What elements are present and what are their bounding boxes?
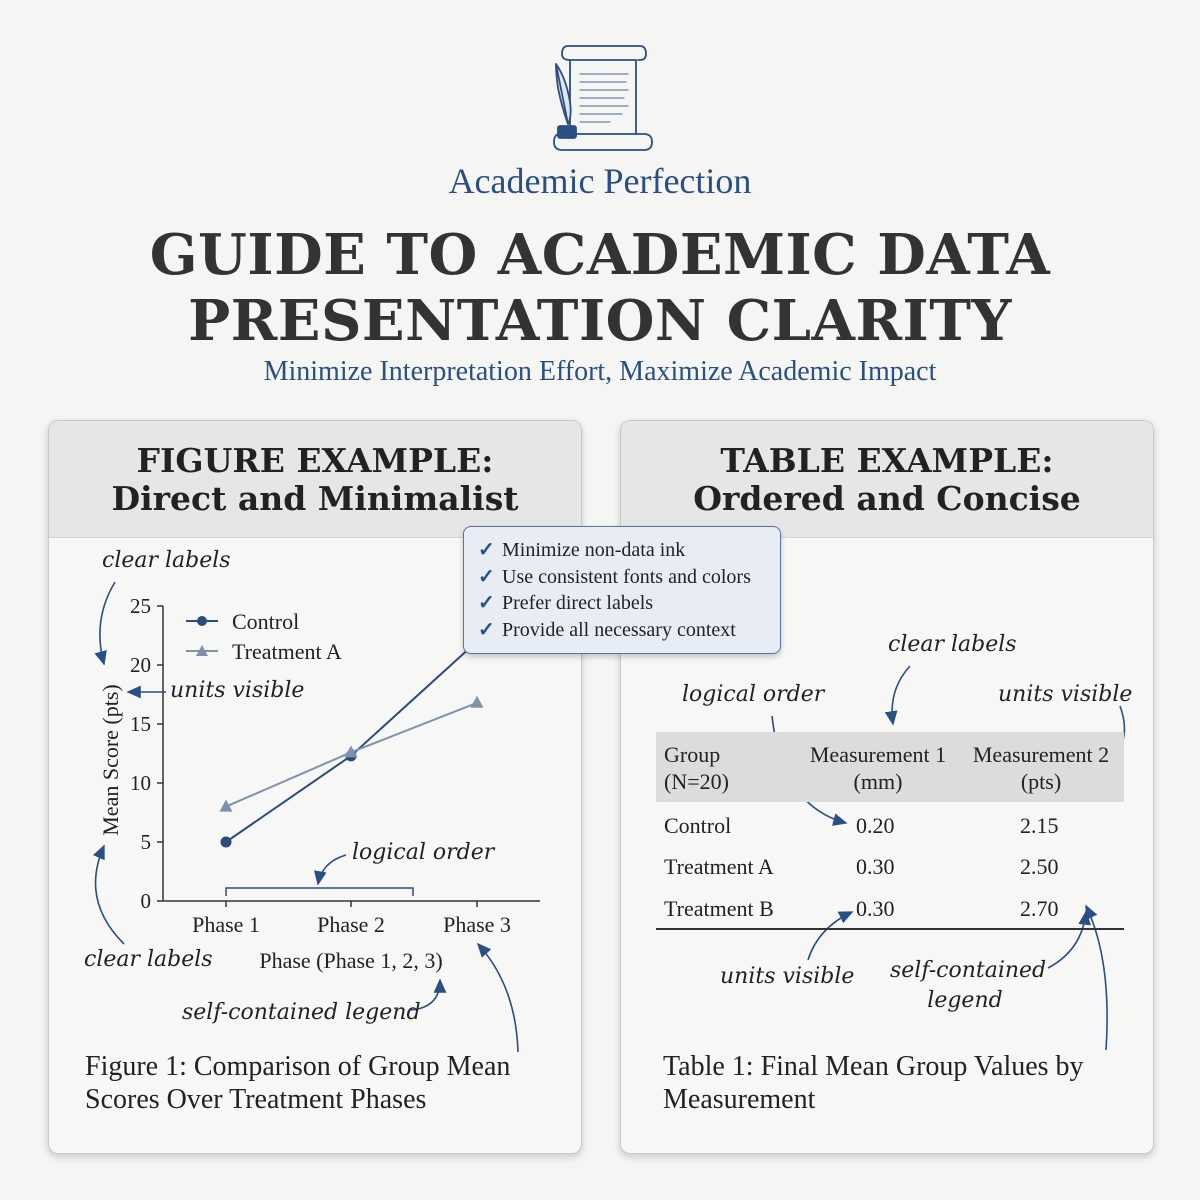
figure-heading-line-1: FIGURE EXAMPLE: [136,441,494,480]
anno-table-units-visible-top: units visible [998,682,1133,707]
table-row-treatment-b-m2: 2.70 [1020,896,1059,921]
table-row-control-m2: 2.15 [1020,813,1059,838]
checklist-item [478,590,780,617]
figure-caption-line-1: Figure 1: Comparison of Group Mean [85,1051,511,1082]
table-heading-line-2: Ordered and Concise [693,479,1081,518]
anno-logical-order: logical order [352,840,495,865]
anno-clear-labels-top: clear labels [102,548,231,573]
checklist [464,527,780,643]
table-row-treatment-b-group: Treatment B [664,896,774,921]
table-header-m2-line-1: Measurement 2 [972,742,1110,767]
title-line-1: GUIDE TO ACADEMIC DATA [149,222,1051,288]
y-tick-label: 0 [140,889,151,913]
table-header-measurement-1 [800,741,956,795]
y-axis-label: Mean Score (pts) [98,684,123,836]
page-subtitle: Minimize Interpretation Effort, Maximize Academic Impact [263,356,937,387]
figure-panel-header [49,421,581,538]
anno-self-contained-line-2: legend [927,988,1003,1013]
table-header-m1-line-2: (mm) [853,769,903,794]
anno-clear-labels-bottom: clear labels [84,947,213,972]
legend-control-label: Control [232,609,300,634]
table-header-group-line-1: Group [664,742,721,767]
table-header-m2-line-2: (pts) [1020,769,1062,794]
y-tick-label: 20 [130,653,151,677]
anno-table-clear-labels: clear labels [888,632,1017,657]
scroll-quill-icon [540,38,660,156]
table-row-treatment-a-m1: 0.30 [856,854,895,879]
x-axis-label: Phase (Phase 1, 2, 3) [259,948,443,973]
anno-self-contained-line-1: self-contained [890,958,1047,983]
checkmark-icon: ✓ [478,565,495,588]
anno-table-logical-order: logical order [682,682,825,707]
page-title [0,222,1200,354]
y-tick-label: 5 [140,830,151,854]
y-tick-label: 25 [130,594,151,618]
checklist-item [478,564,780,591]
figure-caption-line-2: Scores Over Treatment Phases [85,1084,427,1115]
brand-name: Academic Perfection [448,161,752,201]
table-row-treatment-a-group: Treatment A [664,854,774,879]
checkmark-icon: ✓ [478,539,495,561]
table-header-measurement-2 [962,741,1120,795]
anno-table-self-contained-legend [890,956,1047,1016]
y-tick-label: 10 [130,771,151,795]
table-row-treatment-b-m1: 0.30 [856,896,895,921]
title-line-2: PRESENTATION CLARITY [188,288,1012,354]
anno-self-contained-legend: self-contained legend [182,1000,421,1025]
table-header-group [664,741,729,795]
table-row-treatment-a-m2: 2.50 [1020,854,1059,879]
figure-heading-line-2: Direct and Minimalist [111,479,519,518]
table-panel-header [621,421,1153,538]
table-row-control-m1: 0.20 [856,813,895,838]
table-bottom-rule [656,928,1124,930]
table-row-control-group: Control [664,813,732,838]
table-header-m1-line-1: Measurement 1 [809,742,947,767]
anno-table-units-visible-bottom: units visible [720,964,855,989]
table-caption-line-2: Measurement [663,1084,816,1115]
figure-caption [85,1050,510,1116]
table-caption [663,1050,1084,1116]
x-tick-label: Phase 2 [317,912,385,937]
table-caption-line-1: Table 1: Final Mean Group Values by [663,1051,1084,1082]
legend-treatment-a-label: Treatment A [232,639,342,664]
anno-units-visible: units visible [170,678,305,703]
table-heading-line-1: TABLE EXAMPLE: [720,441,1054,480]
x-tick-label: Phase 1 [192,912,260,937]
checklist-callout [463,526,781,654]
checklist-item-text: Minimize non-data ink [502,539,686,561]
checkmark-icon: ✓ [478,618,495,641]
checklist-item-text: Prefer direct labels [502,592,654,614]
checklist-item [478,537,780,564]
y-tick-label: 15 [130,712,151,736]
checklist-item-text: Use consistent fonts and colors [502,565,751,588]
table-header-group-line-2: (N=20) [664,769,729,794]
x-tick-label: Phase 3 [443,912,511,937]
checkmark-icon: ✓ [478,592,495,614]
checklist-item [478,617,780,644]
checklist-item-text: Provide all necessary context [502,618,736,641]
